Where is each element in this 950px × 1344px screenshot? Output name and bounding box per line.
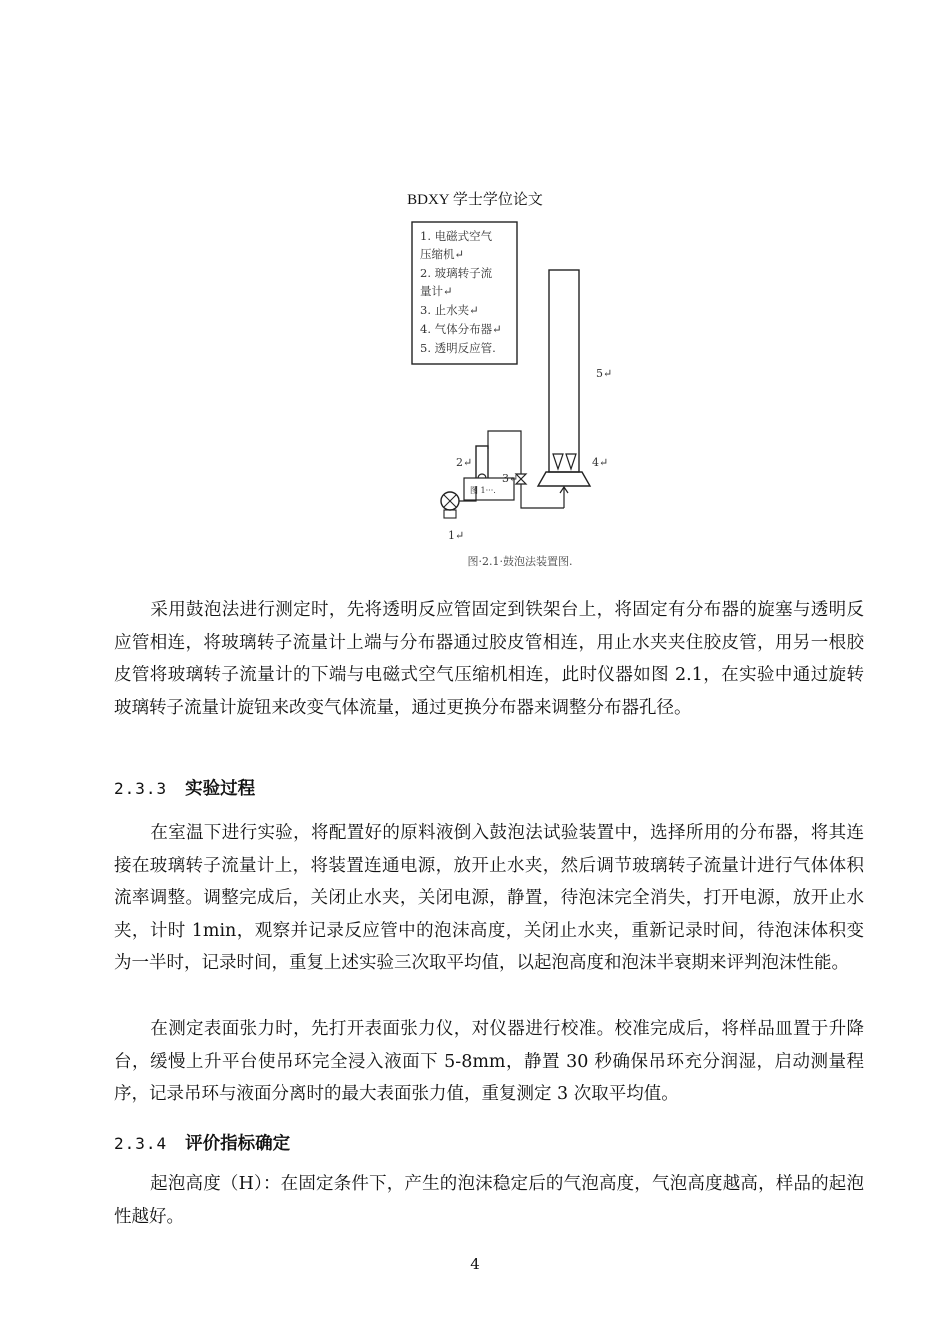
heading-2-3-3: [114, 775, 255, 800]
label-2: 2↵: [456, 456, 473, 469]
reaction-tube: [549, 270, 579, 472]
heading-2-3-4: [114, 1130, 290, 1155]
apparatus-figure: [404, 216, 614, 561]
paragraph-foam-height-text: 起泡高度（H）：在固定条件下，产生的泡沫稳定后的气泡高度，气泡高度越高，样品的起泡性越好。: [114, 1174, 864, 1227]
inner-label: 图 1···.: [470, 486, 496, 495]
figure-caption: 图·2.1·鼓泡法装置图.: [467, 555, 573, 568]
paragraph-procedure: [114, 817, 864, 980]
legend-text: [420, 229, 502, 355]
top-pipe: [488, 431, 521, 474]
heading-title: 实验过程: [185, 779, 256, 799]
apparatus-diagram: [404, 216, 614, 561]
label-5: 5↵: [596, 367, 613, 380]
distributor-cone-left: [553, 454, 563, 469]
paragraph-foam-height: [114, 1168, 864, 1233]
legend-line-3: 2. 玻璃转子流: [420, 266, 493, 280]
paragraph-method: [114, 594, 864, 724]
label-4: 4↵: [592, 456, 609, 469]
page-number: 4: [470, 1255, 480, 1273]
label-1: 1↵: [448, 529, 465, 542]
heading-title: 评价指标确定: [185, 1134, 291, 1154]
running-header: BDXY 学士学位论文: [407, 192, 543, 208]
paragraph-surface-tension: [114, 1013, 864, 1111]
paragraph-surface-tension-text: 在测定表面张力时，先打开表面张力仪，对仪器进行校准。校准完成后，将样品皿置于升降台，缓慢上升平台使吊环完全浸入液面下 5-8mm，静置 30 秒确保吊环充分润湿，启动测量程序，记录吊环与液面分离时的最大表面张力值，重复测定 3 次取平均值。: [114, 1019, 864, 1104]
legend-line-6: 4. 气体分布器↵: [420, 322, 502, 336]
outlet-pipe: [521, 484, 564, 508]
distributor-cone-right: [566, 454, 576, 469]
distributor-base: [538, 472, 590, 486]
legend-line-1: 1. 电磁式空气: [420, 229, 493, 243]
legend-line-2: 压缩机↵: [420, 247, 465, 261]
heading-number: 2.3.3: [114, 779, 168, 798]
heading-number: 2.3.4: [114, 1134, 168, 1153]
label-3: 3↵: [502, 472, 519, 485]
legend-line-5: 3. 止水夹↵: [420, 303, 479, 317]
paragraph-procedure-text: 在室温下进行实验，将配置好的原料液倒入鼓泡法试验装置中，选择所用的分布器，将其连接在玻璃转子流量计上，将装置连通电源，放开止水夹，然后调节玻璃转子流量计进行气体体积流率调整。调整完成后，关闭止水夹，关闭电源，静置，待泡沫完全消失，打开电源，放开止水夹，计时 1min，观察并记录反应管中的泡沫高度，关闭止水夹，重新记录时间，待泡沫体积变为一半时，记录时间，重复上述实验三次取平均值，以起泡高度和泡沫半衰期来评判泡沫性能。: [114, 823, 864, 973]
legend-line-7: 5. 透明反应管.: [420, 341, 496, 355]
legend-line-4: 量计↵: [420, 284, 453, 298]
paragraph-method-text: 采用鼓泡法进行测定时，先将透明反应管固定到铁架台上，将固定有分布器的旋塞与透明反应管相连，将玻璃转子流量计上端与分布器通过胶皮管相连，用止水夹夹住胶皮管，用另一根胶皮管将玻璃转子流量计的下端与电磁式空气压缩机相连，此时仪器如图 2.1，在实验中通过旋转玻璃转子流量计旋钮来改变气体流量，通过更换分布器来调整分布器孔径。: [114, 600, 864, 718]
